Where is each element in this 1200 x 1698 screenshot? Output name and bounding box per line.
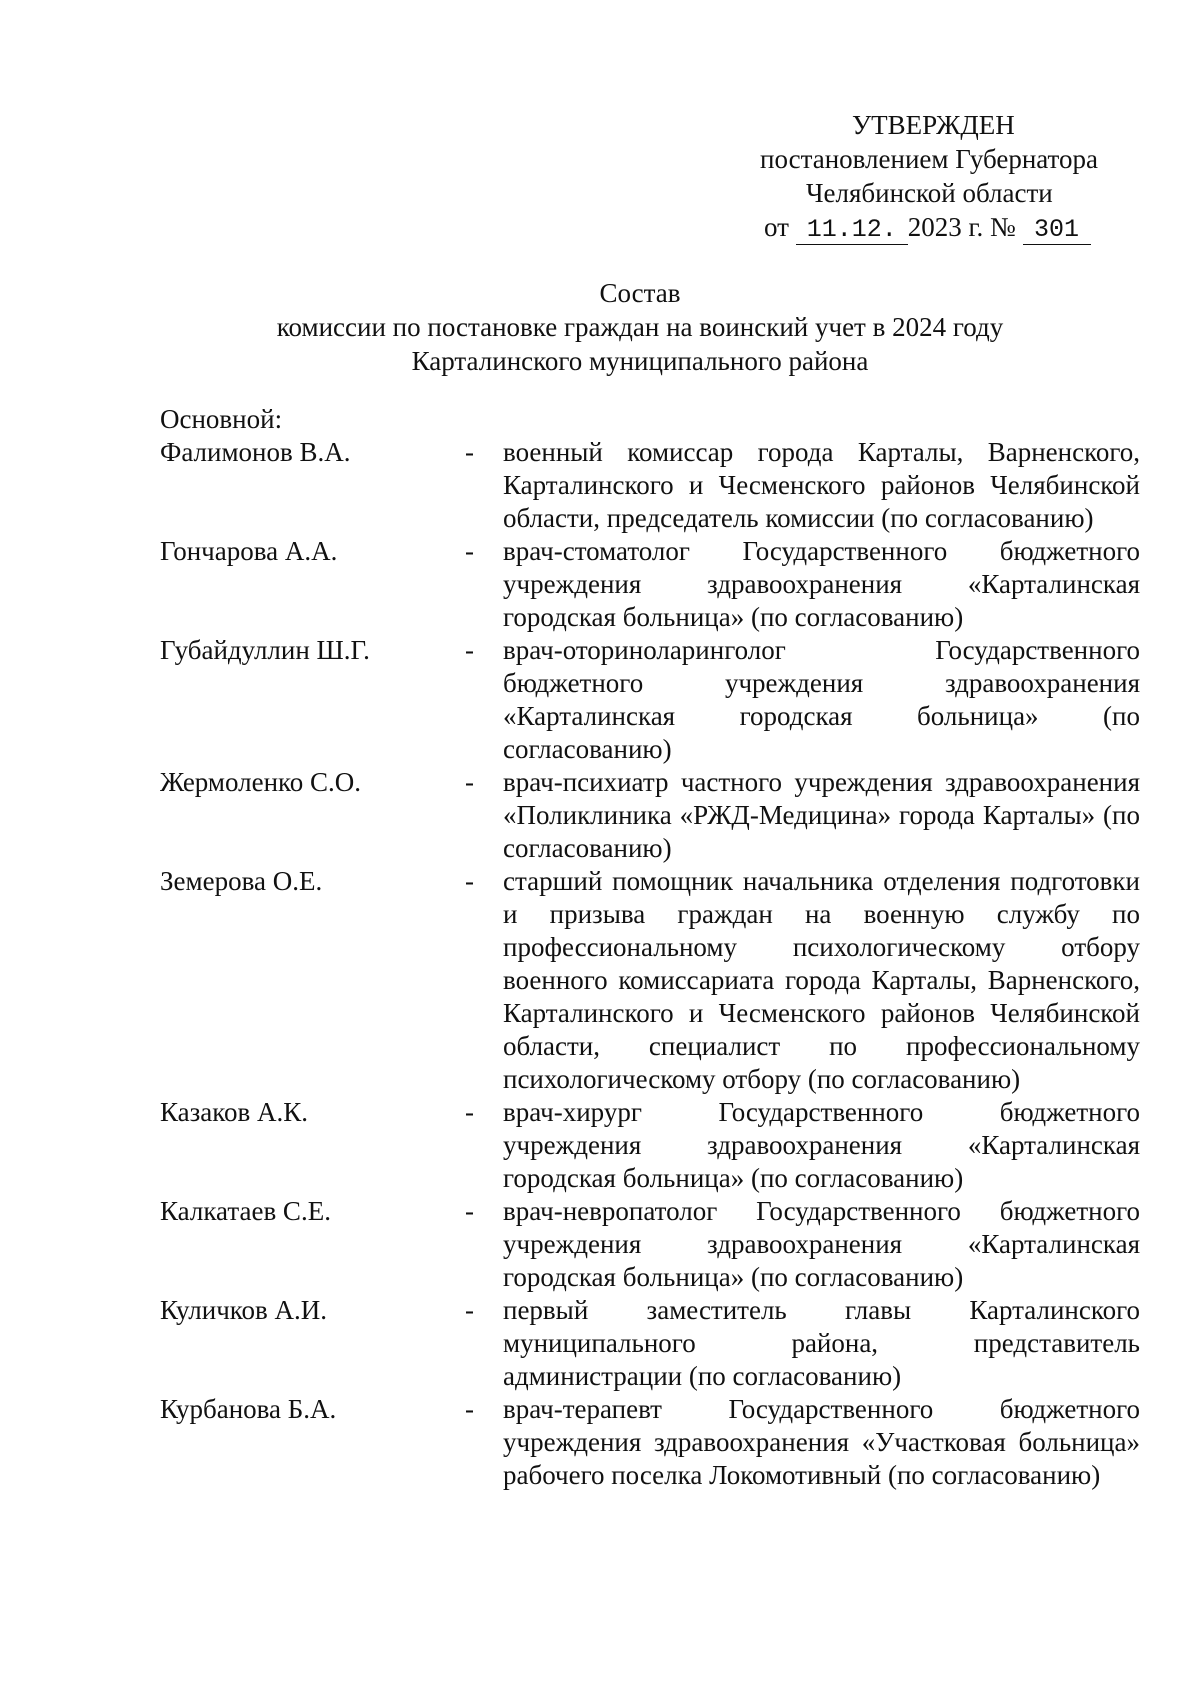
member-description: врач-психиатр частного учреждения здравоохранения «Поликлиника «РЖД-Медицина» города Карталы» (по согласованию) (503, 767, 1140, 863)
member-name: Фалимонов В.А. (160, 437, 351, 467)
member-row (160, 865, 1140, 1096)
member-dash: - (465, 437, 474, 467)
member-name: Куличков А.И. (160, 1295, 328, 1325)
member-dash: - (465, 1394, 474, 1424)
member-description: старший помощник начальника отделения подготовки и призыва граждан на военную службу по профессиональному психологическому отбору военного комиссариата города Карталы, Варненского, Карталинского и Чесменского районов Челябинской области, специалист по профессиональному психологическому отбору (по согласованию) (503, 866, 1140, 1094)
title-line-1: Состав (599, 278, 681, 308)
document-title (140, 276, 1140, 378)
member-description: врач-оториноларинголог Государственного бюджетного учреждения здравоохранения «Карталинская городская больница» (по согласованию) (503, 635, 1140, 764)
from-label: от (764, 212, 789, 242)
title-line-3: Карталинского муниципального района (411, 346, 869, 376)
member-row (160, 1096, 1140, 1195)
member-description: врач-стоматолог Государственного бюджетного учреждения здравоохранения «Карталинская городская больница» (по согласованию) (503, 536, 1140, 632)
member-dash: - (465, 635, 474, 665)
member-dash: - (465, 536, 474, 566)
approval-title: УТВЕРЖДЕН (852, 110, 1015, 140)
member-name: Губайдуллин Ш.Г. (160, 635, 370, 665)
member-row (160, 1393, 1140, 1492)
member-name: Калкатаев С.Е. (160, 1196, 331, 1226)
member-name: Гончарова А.А. (160, 536, 338, 566)
member-description: врач-терапевт Государственного бюджетного учреждения здравоохранения «Участковая больница» рабочего поселка Локомотивный (по согласованию) (503, 1394, 1140, 1490)
member-dash: - (465, 767, 474, 797)
member-row (160, 1195, 1140, 1294)
member-name: Казаков А.К. (160, 1097, 309, 1127)
member-description: первый заместитель главы Карталинского муниципального района, представитель администрации (по согласованию) (503, 1295, 1140, 1391)
approval-year-text: 2023 г. № (907, 212, 1016, 242)
member-description: врач-невропатолог Государственного бюджетного учреждения здравоохранения «Карталинская городская больница» (по согласованию) (503, 1196, 1140, 1292)
member-row (160, 634, 1140, 766)
member-row (160, 535, 1140, 634)
title-line-2: комиссии по постановке граждан на воинский учет в 2024 году (276, 312, 1004, 342)
approval-number-field: 301 (1023, 216, 1091, 245)
member-name: Земерова О.Е. (160, 866, 323, 896)
member-dash: - (465, 866, 474, 896)
member-row (160, 1294, 1140, 1393)
member-dash: - (465, 1097, 474, 1127)
members-list (160, 436, 1140, 1492)
member-dash: - (465, 1295, 474, 1325)
member-row (160, 436, 1140, 535)
member-description: военный комиссар города Карталы, Варненского, Карталинского и Чесменского районов Челябинской области, председатель комиссии (по согласованию) (503, 437, 1140, 533)
approval-block (740, 108, 1140, 245)
member-dash: - (465, 1196, 474, 1226)
approval-issuer: постановлением Губернатора (760, 144, 1098, 174)
approval-date-field: 11.12. (796, 216, 908, 245)
member-name: Жермоленко С.О. (160, 767, 362, 797)
approval-date-line (740, 210, 1140, 245)
member-row (160, 766, 1140, 865)
member-description: врач-хирург Государственного бюджетного учреждения здравоохранения «Карталинская городская больница» (по согласованию) (503, 1097, 1140, 1193)
approval-region: Челябинской области (806, 178, 1053, 208)
member-name: Курбанова Б.А. (160, 1394, 337, 1424)
section-label: Основной: (160, 404, 283, 434)
